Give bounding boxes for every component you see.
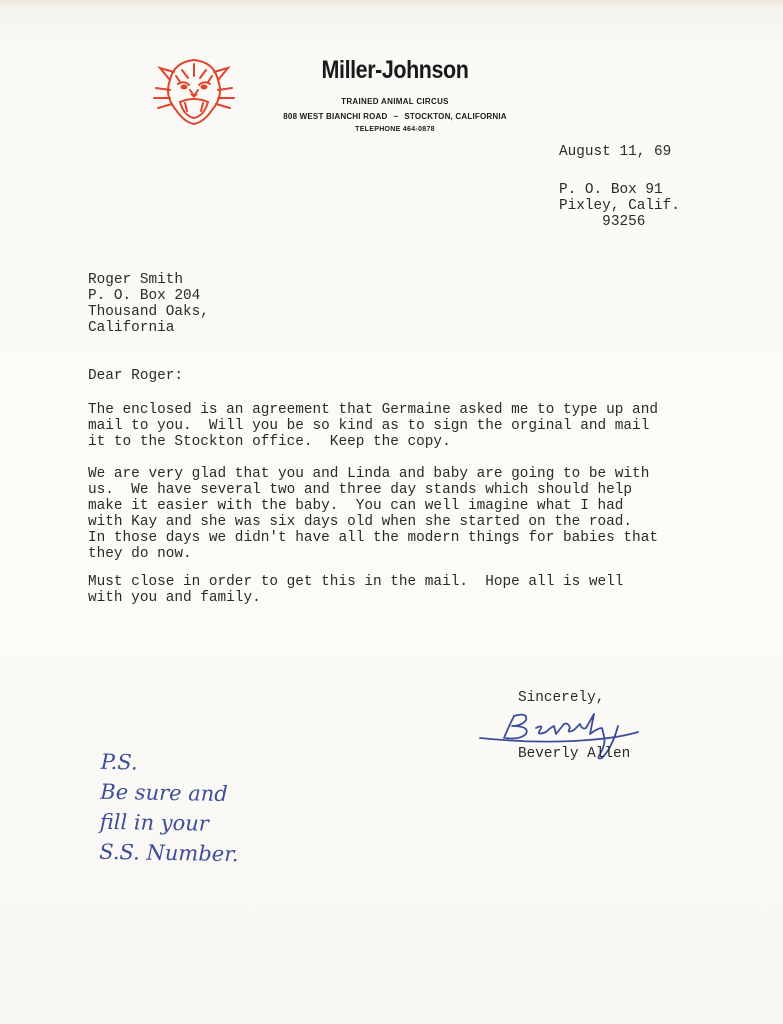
body-line: Must close in order to get this in the mail. Hope all is well [88,574,624,590]
signer-name: Beverly Allen [518,746,631,762]
body-line: make it easier with the baby. You can well imagine what I had [88,498,624,514]
body-paragraph-3 [88,574,623,606]
sender-address-line: P. O. Box 91 [559,182,663,198]
body-paragraph-2 [88,466,658,562]
body-line: The enclosed is an agreement that Germaine asked me to type up and [88,402,658,418]
handwritten-postscript [99,747,240,869]
recipient-address [88,272,209,336]
company-phone: TELEPHONE 464-0878 [355,126,435,133]
postscript-line: P.S. [100,749,138,775]
postscript-line: S.S. Number. [99,839,239,867]
handwritten-signature [478,708,648,774]
recipient-line: P. O. Box 204 [88,288,201,304]
postscript-line: fill in your [99,809,210,836]
body-line: mail to you. Will you be so kind as to sign the orginal and mail [88,418,650,434]
body-line: us. We have several two and three day stands which should help [88,482,633,498]
closing: Sincerely, [518,690,605,706]
salutation: Dear Roger: [88,368,183,384]
body-line: with you and family. [88,590,261,606]
postscript-line: Be sure and [100,779,228,807]
sender-address-line: 93256 [559,214,646,230]
body-line: they do now. [88,546,192,562]
company-street: 808 WEST BIANCHI ROAD [283,112,388,121]
recipient-line: California [88,320,175,336]
letter-date: August 11, 69 [559,144,672,160]
address-separator: ~ [393,112,399,121]
body-line: We are very glad that you and Linda and baby are going to be with [88,466,650,482]
body-line: In those days we didn't have all the modern things for babies that [88,530,658,546]
company-tagline: TRAINED ANIMAL CIRCUS [341,97,449,106]
body-paragraph-1 [88,402,658,450]
company-name: Miller-Johnson [321,56,469,84]
body-line: it to the Stockton office. Keep the copy. [88,434,451,450]
tiger-head-logo-icon [148,50,240,130]
recipient-line: Roger Smith [88,272,183,288]
sender-address [559,182,680,230]
company-address [240,112,550,121]
body-line: with Kay and she was six days old when she started on the road. [88,514,633,530]
recipient-line: Thousand Oaks, [88,304,209,320]
sender-address-line: Pixley, Calif. [559,198,680,214]
company-city: STOCKTON, CALIFORNIA [404,112,507,121]
